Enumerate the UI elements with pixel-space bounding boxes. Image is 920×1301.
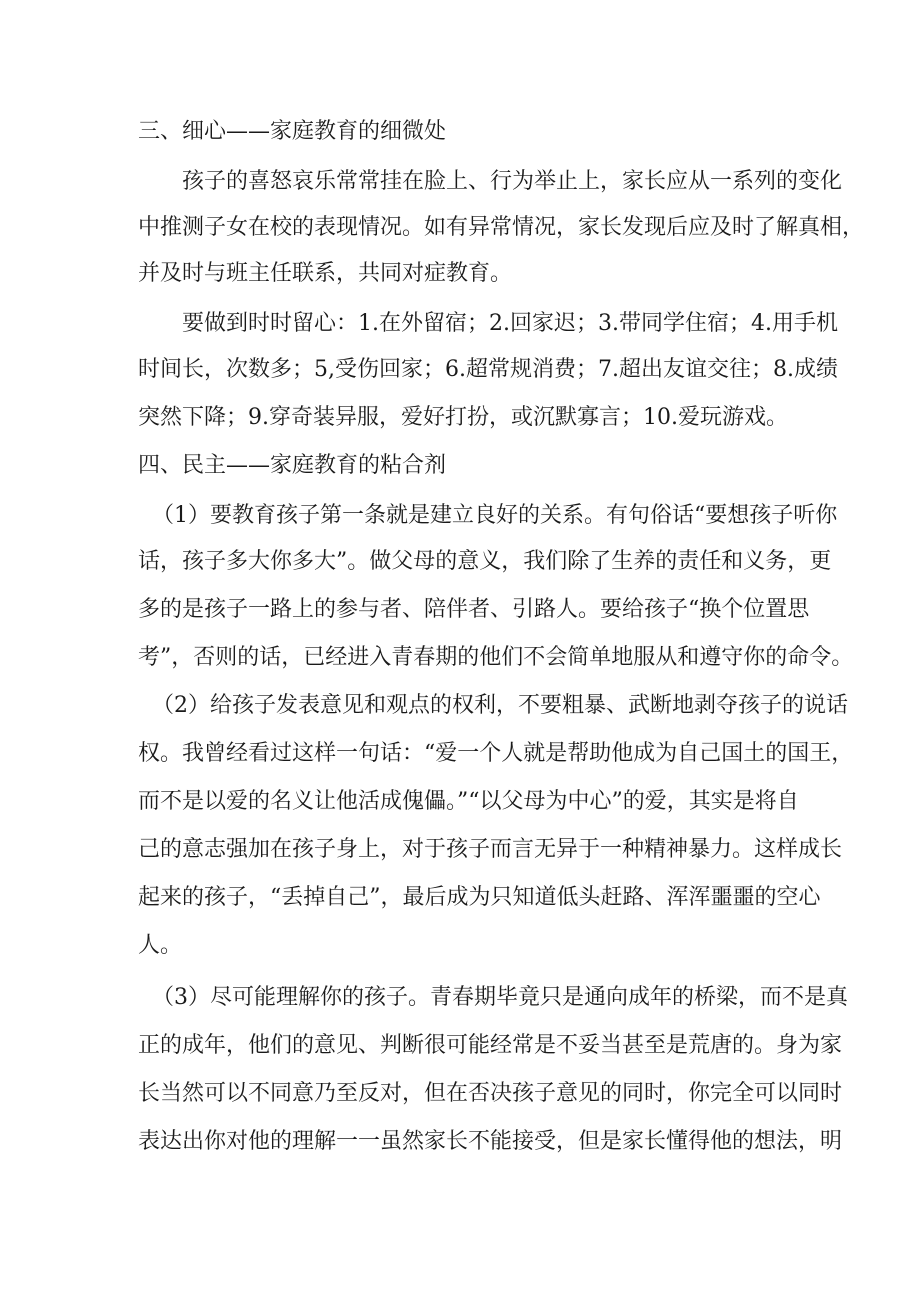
paragraph-line: 考”，否则的话，已经进入青春期的他们不会简单地服从和遵守你的命令。 — [138, 645, 854, 670]
paragraph-line: 话，孩子多大你多大”。做父母的意义，我们除了生养的责任和义务，更 — [138, 549, 832, 574]
paragraph-line: 并及时与班主任联系，共同对症教育。 — [138, 261, 513, 286]
paragraph-line: 表达出你对他的理解一一虽然家长不能接受，但是家长懂得他的想法，明 — [138, 1129, 843, 1154]
section-heading: 三、细心——家庭教育的细微处 — [138, 119, 447, 144]
paragraph-line: 时间长，次数多；5,受伤回家；6.超常规消费；7.超出友谊交往；8.成绩 — [138, 357, 838, 382]
paragraph-line: 权。我曾经看过这样一句话：“爱一个人就是帮助他成为自己国土的国王， — [138, 741, 854, 766]
paragraph-line: 中推测子女在校的表现情况。如有异常情况，家长发现后应及时了解真相， — [138, 215, 865, 240]
paragraph-line: 己的意志强加在孩子身上，对于孩子而言无异于一种精神暴力。这样成长 — [138, 837, 843, 862]
paragraph-line: 突然下降；9.穿奇装异服，爱好打扮，或沉默寡言；10.爱玩游戏。 — [138, 405, 788, 430]
paragraph-line: 孩子的喜怒哀乐常常挂在脸上、行为举止上，家长应从一系列的变化 — [182, 169, 843, 194]
paragraph-line: （2）给孩子发表意见和观点的权利，不要粗暴、武断地剥夺孩子的说话 — [152, 693, 848, 718]
paragraph-line: 要做到时时留心：1.在外留宿；2.回家迟；3.带同学住宿；4.用手机 — [182, 311, 838, 336]
paragraph-line: 多的是孩子一路上的参与者、陪伴者、引路人。要给孩子“换个位置思 — [138, 597, 810, 622]
paragraph-line: 起来的孩子，“丢掉自己”，最后成为只知道低头赶路、浑浑噩噩的空心 — [138, 885, 821, 910]
paragraph-line: 人。 — [138, 933, 183, 958]
paragraph-line: （3）尽可能理解你的孩子。青春期毕竟只是通向成年的桥梁，而不是真 — [152, 985, 848, 1010]
paragraph-line: 长当然可以不同意乃至反对，但在否决孩子意见的同时，你完全可以同时 — [138, 1081, 843, 1106]
paragraph-line: （1）要教育孩子第一条就是建立良好的关系。有句俗话“要想孩子听你 — [152, 503, 838, 528]
section-heading: 四、民主——家庭教育的粘合剂 — [138, 453, 447, 478]
paragraph-line: 正的成年，他们的意见、判断很可能经常是不妥当甚至是荒唐的。身为家 — [138, 1033, 843, 1058]
paragraph-line: 而不是以爱的名义让他活成傀儡。”“以父母为中心”的爱，其实是将自 — [138, 789, 799, 814]
